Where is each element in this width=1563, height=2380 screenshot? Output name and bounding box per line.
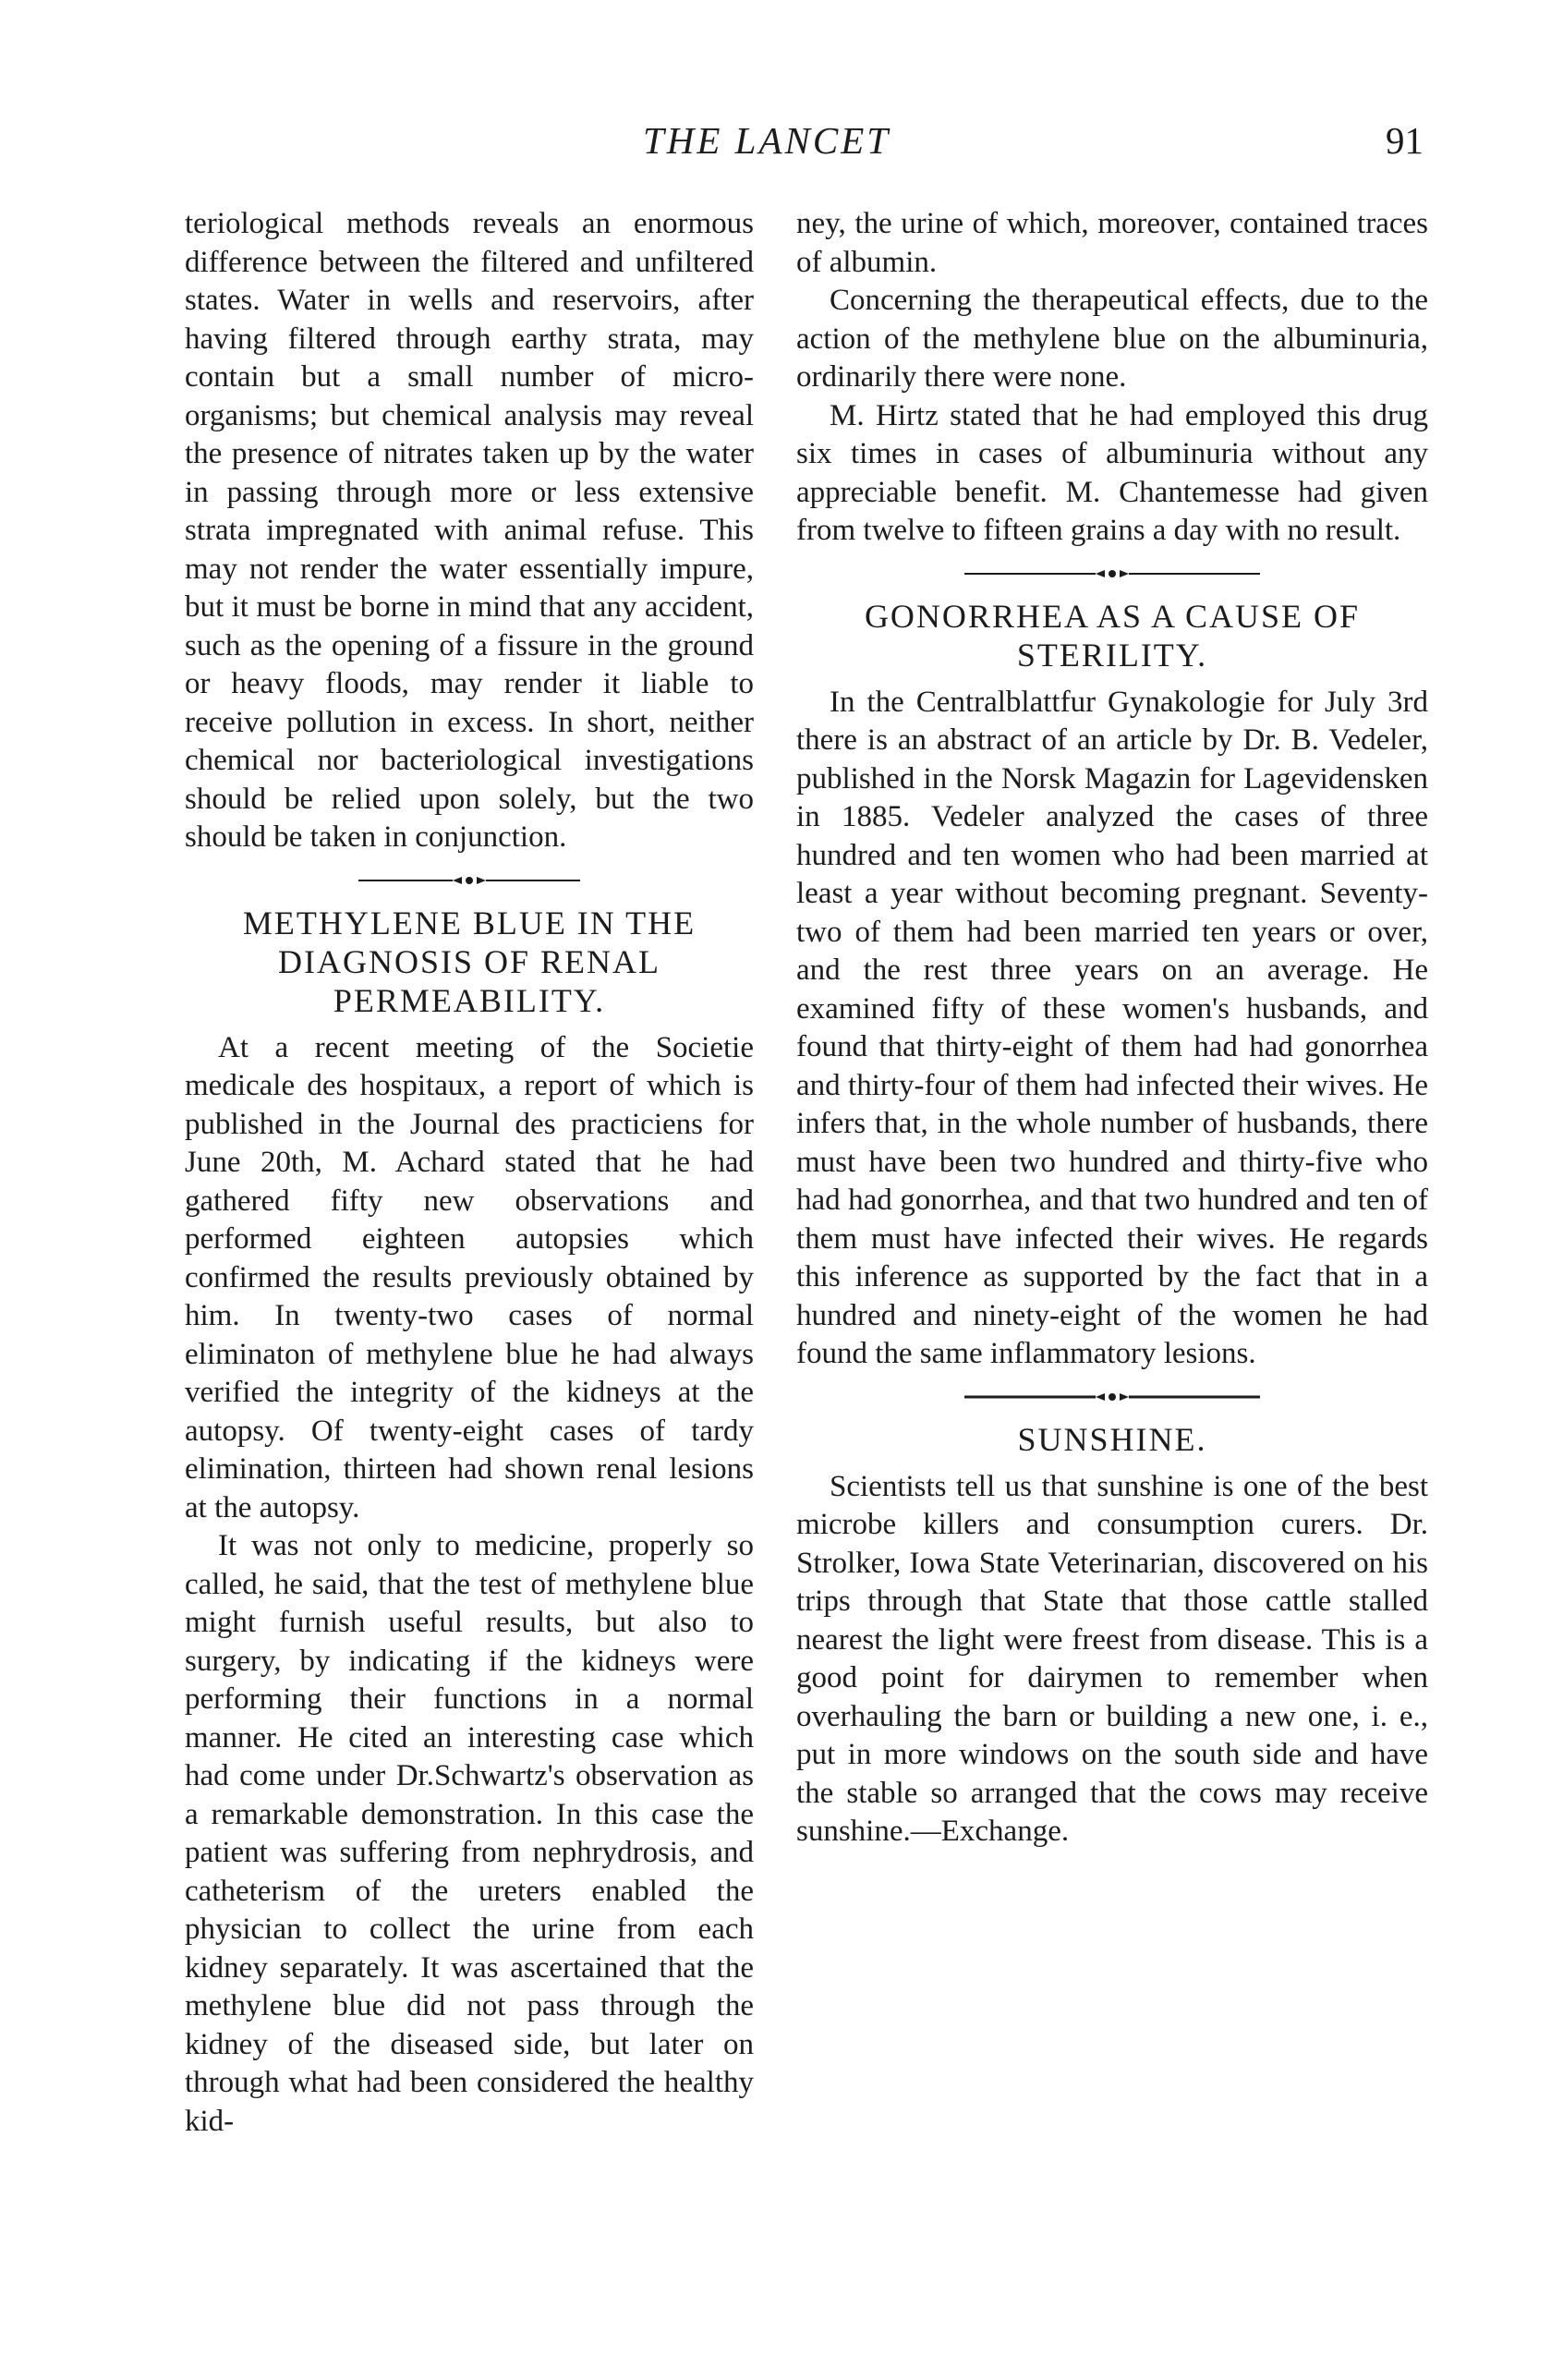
section-divider	[796, 1383, 1428, 1411]
page-number: 91	[1386, 119, 1424, 162]
gonorrhea-paragraph: In the Centralblattfur Gynakologie for July 3rd there is an abstract of an article by Dr. B. Vedeler, published in the Norsk Magazin for Lagevidensken in 1885. Vedeler analyzed the cases of three hundred and ten women who had been married at least a year without becoming pregnant. Seventy-two of them had been married ten years or over, and the rest three years on an average. He examined fifty of these women's husbands, and found that thirty-eight of them had had gonorrhea and thirty-four of them had infected their wives. He infers that, in the whole number of husbands, there must have been two hundred and thirty-five who had had gonorrhea, and that two hundred and ten of them must have infected their wives. He regards this inference as supported by the fact that in a hundred and ninety-eight of the women he had found the same inflammatory lesions.	[796, 685, 1428, 1370]
methylene-article-title: METHYLENE BLUE IN THE DIAGNOSIS OF RENAL PERMEABILITY.	[242, 904, 697, 1019]
section-divider	[796, 560, 1428, 588]
methylene-paragraph-2: It was not only to medicine, properly so called, he said, that the test of methylene blue might furnish useful results, but also to surgery, by indicating if the kidneys were performing their functions in a normal manner. He cited an interesting case which had come under Dr.Schwartz's observation as a remarkable demonstration. In this case the patient was suffering from nephrydrosis, and catheterism of the ureters enabled the physician to collect the urine from each kidney separately. It was ascertained that the methylene blue did not pass through the kidney of the diseased side, but later on through what had been considered the healthy kid-	[185, 1529, 754, 2138]
gonorrhea-article-title: GONORRHEA AS A CAUSE OF STERILITY.	[864, 597, 1361, 674]
methylene-continued-paragraph-1: ney, the urine of which, moreover, contained traces of albumin.	[796, 207, 1428, 279]
left-column	[185, 205, 754, 2141]
sunshine-paragraph: Scientists tell us that sunshine is one of the best microbe killers and consumption curers. Dr. Strolker, Iowa State Veterinarian, discovered on his trips through that State that those cattle stalled nearest the light were freest from disease. This is a good point for dairymen to remember when overhauling the barn or building a new one, i. e., put in more windows on the south side and have the stable so arranged that the cows may receive sunshine.—Exchange.	[796, 1469, 1428, 1848]
sunshine-article-title: SUNSHINE.	[1017, 1420, 1207, 1458]
methylene-continued-paragraph-2: Concerning the therapeutical effects, due to the action of the methylene blue on the albuminuria, ordinarily there were none.	[796, 284, 1428, 394]
running-title: THE LANCET	[642, 119, 891, 162]
right-column	[796, 205, 1428, 1852]
methylene-continued-paragraph-3: M. Hirtz stated that he had employed this drug six times in cases of albuminuria without any appreciable benefit. M. Chantemesse had given from twelve to fifteen grains a day with no result.	[796, 398, 1428, 547]
section-divider	[185, 867, 754, 894]
water-article-continuation: teriological methods reveals an enormous difference between the filtered and unfiltered states. Water in wells and reservoirs, after having filtered through earthy strata, may contain but a small number of micro-organisms; but chemical analysis may reveal the presence of nitrates taken up by the water in passing through more or less extensive strata impregnated with animal refuse. This may not render the water essentially impure, but it must be borne in mind that any accident, such as the opening of a fissure in the ground or heavy floods, may render it liable to receive pollution in excess. In short, neither chemical nor bacteriological investigations should be relied upon solely, but the two should be taken in conjunction.	[185, 207, 754, 854]
methylene-paragraph-1: At a recent meeting of the Societie medicale des hospitaux, a report of which is published in the Journal des practiciens for June 20th, M. Achard stated that he had gathered fifty new observations and performed eighteen autopsies which confirmed the results previously obtained by him. In twenty-two cases of normal eliminaton of methylene blue he had always verified the integrity of the kidneys at the autopsy. Of twenty-eight cases of tardy elimination, thirteen had shown renal lesions at the autopsy.	[185, 1030, 754, 1524]
